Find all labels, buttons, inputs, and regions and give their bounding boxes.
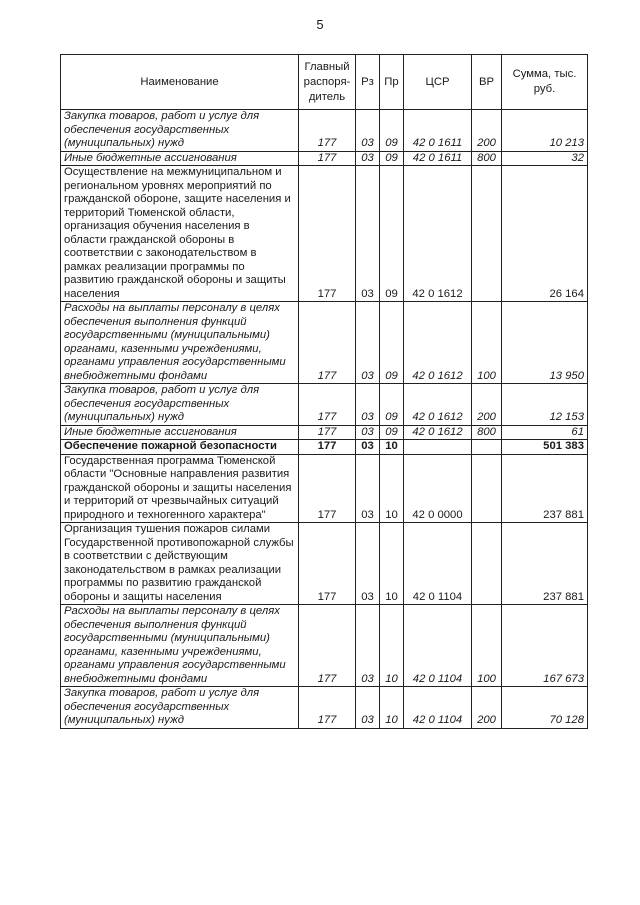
- header-vr: ВР: [472, 55, 502, 110]
- cell-sum: 501 383: [502, 440, 588, 455]
- cell-sum: 26 164: [502, 166, 588, 302]
- cell-vr: [472, 440, 502, 455]
- cell-rz: 03: [356, 440, 380, 455]
- cell-sum: 61: [502, 425, 588, 440]
- table-row: [61, 166, 588, 302]
- cell-gr: 177: [299, 425, 356, 440]
- cell-csr: 42 0 1104: [404, 523, 472, 605]
- header-csr: ЦСР: [404, 55, 472, 110]
- cell-pr: 10: [380, 605, 404, 687]
- cell-pr: 09: [380, 110, 404, 152]
- cell-sum: 70 128: [502, 687, 588, 729]
- table-body: [61, 110, 588, 729]
- table-row: [61, 523, 588, 605]
- cell-rz: 03: [356, 523, 380, 605]
- cell-csr: 42 0 1104: [404, 605, 472, 687]
- cell-csr: 42 0 1612: [404, 425, 472, 440]
- cell-pr: 10: [380, 523, 404, 605]
- cell-sum: 32: [502, 151, 588, 166]
- cell-gr: 177: [299, 605, 356, 687]
- cell-sum: 237 881: [502, 523, 588, 605]
- table-row: [61, 425, 588, 440]
- cell-sum: 237 881: [502, 454, 588, 523]
- cell-csr: 42 0 0000: [404, 454, 472, 523]
- header-sum: Сумма, тыс. руб.: [502, 55, 588, 110]
- cell-sum: 167 673: [502, 605, 588, 687]
- cell-name: Иные бюджетные ассигнования: [61, 151, 299, 166]
- cell-rz: 03: [356, 605, 380, 687]
- cell-rz: 03: [356, 110, 380, 152]
- cell-csr: 42 0 1612: [404, 302, 472, 384]
- cell-pr: 09: [380, 425, 404, 440]
- table-row: [61, 440, 588, 455]
- cell-vr: 800: [472, 151, 502, 166]
- cell-name: Расходы на выплаты персоналу в целях обеспечения выполнения функций государственными (муниципальными) органами, казенными учреждениями, органами управления государственными внебюджетными фондами: [61, 605, 299, 687]
- header-gr: Главный распоря-дитель: [299, 55, 356, 110]
- cell-name: Обеспечение пожарной безопасности: [61, 440, 299, 455]
- table-row: [61, 605, 588, 687]
- cell-sum: 13 950: [502, 302, 588, 384]
- cell-name: Закупка товаров, работ и услуг для обеспечения государственных (муниципальных) нужд: [61, 110, 299, 152]
- cell-pr: 10: [380, 454, 404, 523]
- cell-csr: 42 0 1612: [404, 384, 472, 426]
- cell-pr: 09: [380, 151, 404, 166]
- cell-vr: 200: [472, 384, 502, 426]
- cell-csr: 42 0 1612: [404, 166, 472, 302]
- cell-gr: 177: [299, 687, 356, 729]
- cell-vr: [472, 523, 502, 605]
- cell-name: Организация тушения пожаров силами Государственной противопожарной службы в соответствии с действующим законодательством в рамках реализации программы по развитию гражданской обороны и защиты населения: [61, 523, 299, 605]
- cell-rz: 03: [356, 384, 380, 426]
- cell-pr: 09: [380, 166, 404, 302]
- cell-rz: 03: [356, 166, 380, 302]
- cell-name: Осуществление на межмуниципальном и региональном уровнях мероприятий по гражданской обороне, защите населения и территорий Тюменской области, организация обучения населения в области гражданской обороны в соответствии с законодательством в рамках реализации программы по развитию гражданской обороны и защиты населения: [61, 166, 299, 302]
- cell-rz: 03: [356, 687, 380, 729]
- cell-pr: 10: [380, 687, 404, 729]
- table-row: [61, 302, 588, 384]
- cell-rz: 03: [356, 302, 380, 384]
- cell-name: Расходы на выплаты персоналу в целях обеспечения выполнения функций государственными (муниципальными) органами, казенными учреждениями, органами управления государственными внебюджетными фондами: [61, 302, 299, 384]
- cell-vr: 100: [472, 302, 502, 384]
- table-row: [61, 687, 588, 729]
- cell-gr: 177: [299, 110, 356, 152]
- table-row: [61, 110, 588, 152]
- cell-rz: 03: [356, 425, 380, 440]
- cell-gr: 177: [299, 302, 356, 384]
- cell-pr: 10: [380, 440, 404, 455]
- cell-pr: 09: [380, 302, 404, 384]
- table-row: [61, 151, 588, 166]
- table-row: [61, 384, 588, 426]
- cell-csr: 42 0 1611: [404, 110, 472, 152]
- cell-pr: 09: [380, 384, 404, 426]
- cell-gr: 177: [299, 166, 356, 302]
- page-number: 5: [316, 17, 324, 32]
- cell-csr: [404, 440, 472, 455]
- cell-vr: [472, 166, 502, 302]
- cell-vr: 800: [472, 425, 502, 440]
- cell-name: Иные бюджетные ассигнования: [61, 425, 299, 440]
- cell-csr: 42 0 1104: [404, 687, 472, 729]
- header-pr: Пр: [380, 55, 404, 110]
- table-row: [61, 454, 588, 523]
- header-rz: Рз: [356, 55, 380, 110]
- cell-vr: 200: [472, 110, 502, 152]
- cell-rz: 03: [356, 151, 380, 166]
- cell-vr: [472, 454, 502, 523]
- cell-gr: 177: [299, 454, 356, 523]
- cell-csr: 42 0 1611: [404, 151, 472, 166]
- cell-vr: 200: [472, 687, 502, 729]
- cell-sum: 12 153: [502, 384, 588, 426]
- cell-gr: 177: [299, 151, 356, 166]
- budget-table: [60, 54, 588, 729]
- cell-name: Закупка товаров, работ и услуг для обеспечения государственных (муниципальных) нужд: [61, 687, 299, 729]
- cell-sum: 10 213: [502, 110, 588, 152]
- cell-gr: 177: [299, 440, 356, 455]
- header-row: [61, 55, 588, 110]
- header-name: Наименование: [61, 55, 299, 110]
- cell-gr: 177: [299, 384, 356, 426]
- cell-vr: 100: [472, 605, 502, 687]
- cell-gr: 177: [299, 523, 356, 605]
- cell-name: Закупка товаров, работ и услуг для обеспечения государственных (муниципальных) нужд: [61, 384, 299, 426]
- cell-name: Государственная программа Тюменской области "Основные направления развития гражданской обороны и защиты населения и территорий от чрезвычайных ситуаций природного и техногенного характера": [61, 454, 299, 523]
- cell-rz: 03: [356, 454, 380, 523]
